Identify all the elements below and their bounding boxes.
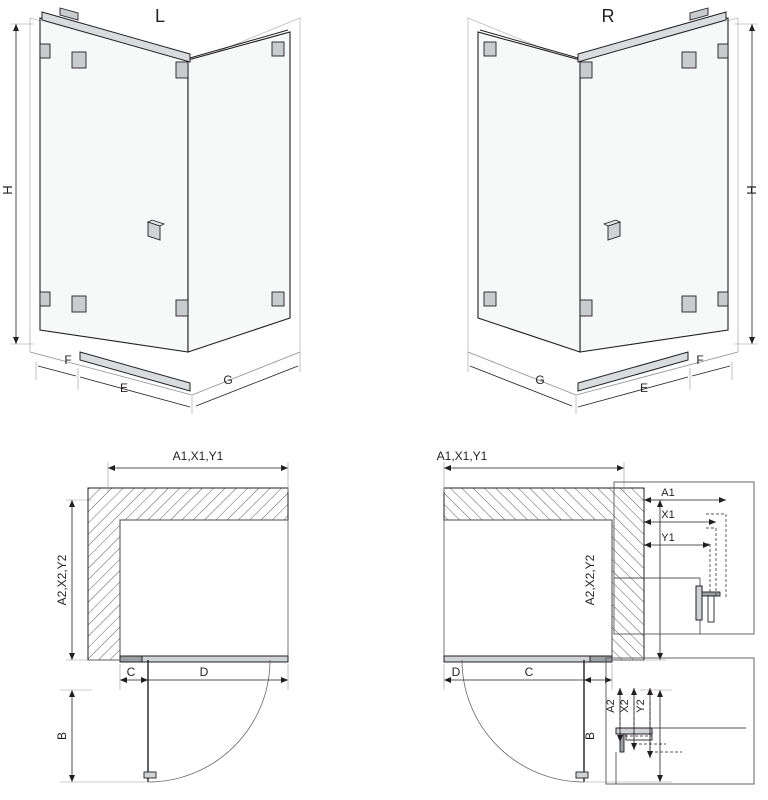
hinge-icon <box>682 296 696 312</box>
detail-top-label-x1: X1 <box>661 509 675 521</box>
arrow-right-icon <box>444 465 451 471</box>
detail-bottom-label-x2: X2 <box>619 699 631 713</box>
iso-left-door-panel <box>40 18 188 352</box>
plan-right-swing-arc <box>462 660 584 782</box>
detail-view-bottom <box>605 658 754 784</box>
arrow-left-icon <box>644 497 651 503</box>
arrow-down-icon <box>647 751 653 758</box>
arrow-up-icon <box>647 688 653 695</box>
arrow-down-icon <box>631 743 637 750</box>
arrow-down-icon <box>69 775 75 782</box>
detail-top-bracket <box>708 596 714 622</box>
plan-left-hinge-profile <box>120 656 142 662</box>
arrow-up-icon <box>69 500 75 507</box>
plan-view-left <box>55 449 288 782</box>
iso-right-dim-f: F <box>696 353 704 367</box>
arrow-down-icon <box>69 653 75 660</box>
iso-left-f-dim-line <box>38 366 76 376</box>
iso-right-dim-h: H <box>744 185 759 195</box>
arrow-right-icon <box>141 677 148 683</box>
hinge-icon <box>682 52 696 68</box>
plan-left-front-glass <box>120 656 288 662</box>
plan-right-dim-top: A1,X1,Y1 <box>436 449 488 463</box>
arrow-up-icon <box>657 500 663 507</box>
arrow-left-icon <box>644 542 651 548</box>
hinge-icon <box>72 52 86 68</box>
arrow-right-icon <box>584 677 591 683</box>
wall-profile-bracket-icon <box>718 292 728 306</box>
arrow-right-icon <box>281 677 288 683</box>
arrow-up-icon <box>657 690 663 697</box>
arrow-down-icon <box>657 775 663 782</box>
hinge-icon <box>580 62 592 78</box>
detail-top-label-a1: A1 <box>661 487 675 499</box>
arrow-up-icon <box>69 690 75 697</box>
iso-right-floor-edge-2 <box>468 352 576 395</box>
plan-left-inner-area <box>120 520 288 660</box>
arrow-down-icon <box>749 337 755 344</box>
arrow-up-icon <box>617 688 623 695</box>
arrow-right-icon <box>444 677 451 683</box>
arrow-up-icon <box>631 688 637 695</box>
iso-right-door-panel <box>580 18 728 352</box>
plan-right-front-glass <box>444 656 612 662</box>
plan-right-door-handle <box>576 772 588 778</box>
plan-left-door-handle <box>144 772 156 778</box>
plan-right-dim-c: C <box>524 665 534 679</box>
iso-right-dim-g: G <box>535 373 545 387</box>
arrow-right-icon <box>719 497 726 503</box>
wall-profile-bracket-icon <box>484 292 496 306</box>
iso-left-label: L <box>154 6 166 26</box>
iso-right-f-dim-line <box>692 366 730 376</box>
wall-profile-bracket-icon <box>40 44 50 58</box>
plan-right-dim-d: D <box>451 665 461 679</box>
iso-left-floor-edge <box>30 352 192 395</box>
plan-left-dim-c: C <box>126 665 136 679</box>
wall-profile-bracket-icon <box>40 292 50 306</box>
wall-profile-bracket-icon <box>718 44 728 58</box>
detail-bottom-label-a2: A2 <box>605 699 617 713</box>
arrow-left-icon <box>617 465 624 471</box>
iso-left-dim-f: F <box>64 353 72 367</box>
detail-top-label-y1: Y1 <box>661 532 675 544</box>
iso-left-dim-g: G <box>223 373 233 387</box>
detail-bottom-label-y2: Y2 <box>635 699 647 713</box>
iso-left-bottom-seal <box>80 352 190 391</box>
plan-left-dim-side: A2,X2,Y2 <box>55 554 69 606</box>
detail-bottom-bracket <box>626 734 652 740</box>
iso-right-label: R <box>601 6 615 26</box>
plan-left-dim-b: B <box>55 731 69 741</box>
plan-left-wall-hatch <box>88 488 288 660</box>
detail-bottom-frame <box>606 658 754 784</box>
plan-right-hinge-profile <box>590 656 612 662</box>
hinge-icon <box>72 296 86 312</box>
wall-profile-bracket-icon <box>484 42 496 56</box>
plan-left-dim-top: A1,X1,Y1 <box>172 449 224 463</box>
detail-top-glass <box>702 592 720 596</box>
arrow-right-icon <box>703 542 710 548</box>
hinge-icon <box>580 300 592 316</box>
arrow-down-icon <box>13 337 19 344</box>
arrow-up-icon <box>13 24 19 31</box>
arrow-right-icon <box>281 465 288 471</box>
hinge-icon <box>176 62 188 78</box>
iso-right-floor-edge <box>576 352 738 395</box>
arrow-down-icon <box>657 653 663 660</box>
iso-view-right <box>468 8 758 414</box>
iso-left-dim-e: E <box>119 381 129 395</box>
iso-right-g-dim-line <box>470 366 572 406</box>
plan-right-dim-b: B <box>583 731 597 741</box>
arrow-up-icon <box>749 24 755 31</box>
arrow-right-icon <box>709 519 716 525</box>
iso-left-floor-edge-2 <box>192 352 300 395</box>
iso-right-dim-e: E <box>639 381 649 395</box>
plan-left-swing-arc <box>148 660 270 782</box>
iso-right-bottom-seal <box>578 352 688 391</box>
iso-left-dim-h: H <box>0 185 15 195</box>
wall-profile-bracket-icon <box>272 42 284 56</box>
iso-left-g-dim-line <box>196 366 298 406</box>
hinge-icon <box>176 300 188 316</box>
detail-top-profile <box>696 586 702 620</box>
arrow-left-icon <box>644 519 651 525</box>
arrow-left-icon <box>108 465 115 471</box>
wall-profile-bracket-icon <box>272 292 284 306</box>
plan-left-dim-d: D <box>199 665 209 679</box>
plan-right-dim-side: A2,X2,Y2 <box>583 554 597 606</box>
iso-view-left <box>0 6 300 414</box>
